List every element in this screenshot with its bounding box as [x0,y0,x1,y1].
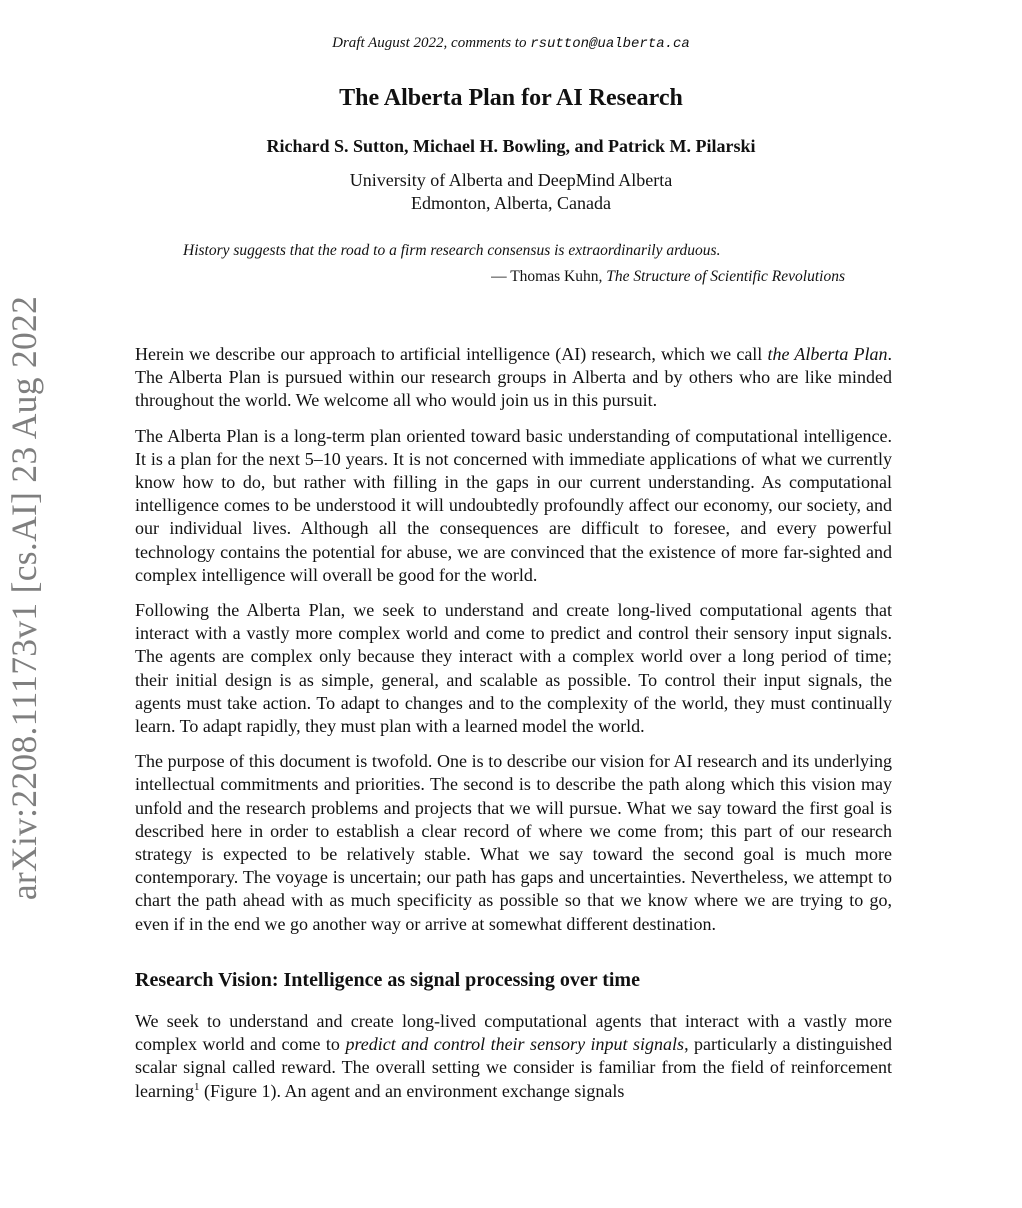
epigraph [183,242,845,286]
affiliation [0,169,1022,215]
predict-control-emphasis: predict and control their sensory input signals [345,1034,685,1055]
paragraph-intro [135,343,892,413]
paragraph-vision-text-a: We seek to understand and create long-lived computational agents that interact with a vastly more complex world and come to [135,1011,892,1055]
epigraph-attribution [183,268,845,286]
section-heading-research-vision: Research Vision: Intelligence as signal processing over time [135,968,640,991]
arxiv-identifier: arXiv:2208.11173v1 [cs.AI] 23 Aug 2022 [4,295,44,901]
epigraph-author: — Thomas Kuhn [491,268,599,285]
affiliation-institution: University of Alberta and DeepMind Alberta [349,170,673,190]
paper-title: The Alberta Plan for AI Research [339,85,683,111]
paragraph-vision-text-c: (Figure 1). An agent and an environment exchange signals [199,1080,625,1101]
paragraph-intro-text-b: . The Alberta Plan is pursued within our research groups in Alberta and by others who are like minded throughout the world. We welcome all who would join us in this pursuit. [135,344,893,411]
draft-note-text: Draft August 2022, comments to [332,35,531,51]
paragraph-long-term-plan: The Alberta Plan is a long-term plan oriented toward basic understanding of computational intelligence. It is a plan for the next 5–10 years. It is not concerned with immediate applications of what we currently know how to do, but rather with filling in the gaps in our current understanding. As computational intelligence comes to be understood it will undoubtedly profoundly affect our economy, our society, and our individual lives. Although all the consequences are difficult to foresee, and every powerful technology contains the potential for abuse, we are convinced that the existence of more far-sighted and complex intelligence will overall be good for the world. [135,425,892,585]
contact-email[interactable]: rsutton@ualberta.ca [530,36,690,52]
epigraph-quote: History suggests that the road to a firm research consensus is extraordinarily arduous. [183,242,721,259]
paragraph-intro-text-a: Herein we describe our approach to artificial intelligence (AI) research, which we call [135,344,768,364]
draft-note [0,35,1022,52]
paragraph-vision-text-b: , particularly a distinguished scalar signal called reward. The overall setting we consider is familiar from the field of reinforcement learning [135,1034,893,1101]
paragraph-purpose: The purpose of this document is twofold. One is to describe our vision for AI research and its underlying intellectual commitments and priorities. The second is to describe the path along which this vision may unfold and the research problems and projects that we will pursue. What we say toward the first goal is described here in order to establish a clear record of where we come from; this part of our research strategy is expected to be relatively stable. What we say toward the second goal is much more contemporary. The voyage is uncertain; our path has gaps and uncertainties. Nevertheless, we attempt to chart the path ahead with as much specificity as possible so that we know where we are trying to go, even if in the end we go another way or arrive at somewhat different destination. [135,751,892,934]
affiliation-location: Edmonton, Alberta, Canada [411,193,611,213]
author-list: Richard S. Sutton, Michael H. Bowling, and Patrick M. Pilarski [266,136,756,156]
paragraph-research-vision [135,1010,892,1103]
paragraph-agents: Following the Alberta Plan, we seek to understand and create long-lived computational agents that interact with a vastly more complex world and come to predict and control their sensory input signals. The agents are complex only because they interact with a complex world over a long period of time; their initial design is as simple, general, and scalable as possible. To control their input signals, the agents must take action. To adapt to changes and to the complexity of the world, they must continually learn. To adapt rapidly, they must plan with a learned model the world. [135,600,892,737]
footnote-marker[interactable]: 1 [193,1080,200,1093]
epigraph-separator: , [598,268,607,285]
plan-name-emphasis: the Alberta Plan [767,344,888,364]
epigraph-book-title: The Structure of Scientific Revolutions [606,268,845,285]
arxiv-side-stamp [2,295,46,901]
paper-body [135,343,892,1115]
